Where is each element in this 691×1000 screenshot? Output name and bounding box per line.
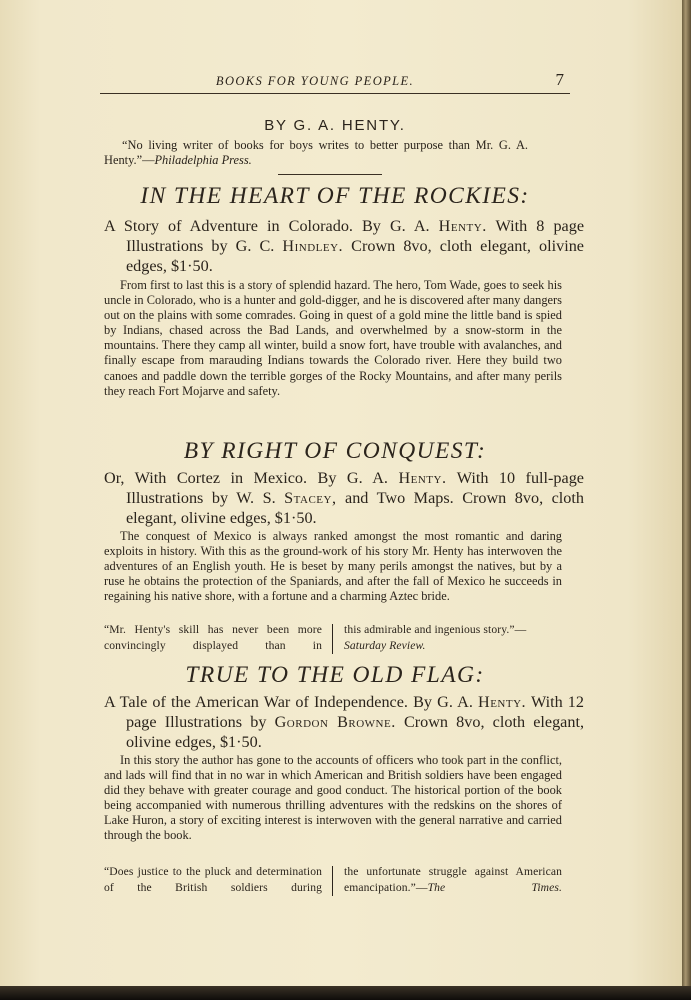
author-quote <box>104 138 528 168</box>
book-edge <box>682 0 691 1000</box>
review-divider <box>332 624 333 654</box>
book-illustrator: Gordon Browne. <box>274 713 396 731</box>
book-edge-bottom <box>0 986 691 1000</box>
book-description-rockies: From first to last this is a story of splendid hazard. The hero, Tom Wade, goes to seek his uncle in Colorado, who is a hunter and gold-digger, and he is discovered after many dangers out on the plains with some comrades. Going in quest of a gold mine the little band is spied by Indians, chased across the Bad Lands, and overwhelmed by a snow-storm in the mountains. There they camp all winter, build a snow fort, have trouble with avalanches, and finally escape from marauding Indians towards the Colorado river. Here they build two canoes and paddle down the terrible gorges of the Rocky Mountains, and after many perils they reach Fort Mojarve and safety. <box>104 278 562 398</box>
book-description-old-flag: In this story the author has gone to the accounts of officers who took part in the conflict, and lads will find that in no war in which American and British soldiers have been engaged did they behave with greater courage and good conduct. The historical portion of the book being accompanied with numerous thrilling adventures with the redskins on the shores of Lake Huron, a story of exciting interest is interwoven with the general narrative and carried through the book. <box>104 753 562 843</box>
review-left-old-flag: “Does justice to the pluck and determination of the British soldiers during <box>104 865 322 894</box>
book-subtitle-rockies: A Story of Adventure in Colorado. By G. A. Henty. With 8 page Illustrations by G. C. Hindley. Crown 8vo, cloth elegant, olivine edges, $1·50. <box>104 217 584 275</box>
book-title-old-flag: TRUE TO THE OLD FLAG: <box>185 662 485 688</box>
book-title-conquest: BY RIGHT OF CONQUEST: <box>183 438 487 464</box>
divider-rule <box>278 174 382 175</box>
book-author: Henty. <box>478 693 527 711</box>
review-right-old-flag: the unfortunate struggle against American emancipation.”—The Times. <box>344 865 562 894</box>
book-illustrator: Hindley. <box>282 237 344 255</box>
running-head-rule <box>100 93 570 94</box>
book-author: Henty. <box>398 469 447 487</box>
book-subtitle-conquest: Or, With Cortez in Mexico. By G. A. Henty. With 10 full-page Illustrations by W. S. Stacey, and Two Maps. Crown 8vo, cloth elegant, olivine edges, $1·50. <box>104 469 584 527</box>
author-quote-text: “No living writer of books for boys writes to better purpose than Mr. G. A. Henty.”— <box>104 138 528 168</box>
review-source: The Times. <box>427 881 562 894</box>
running-head-title: BOOKS FOR YOUNG PEOPLE. <box>215 74 415 88</box>
review-left-conquest: “Mr. Henty's skill has never been more convincingly displayed than in <box>104 623 322 652</box>
book-description-conquest: The conquest of Mexico is always ranked amongst the most romantic and daring exploits in history. With this as the ground-work of his story Mr. Henty has interwoven the adventures of an English youth. He is beset by many perils amongst the natives, but by a ruse he obtains the protection of the Spaniards, and after the fall of Mexico he succeeds in regaining his native shore, with a fortune and a charming Aztec bride. <box>104 529 562 604</box>
book-author: Henty. <box>438 217 487 235</box>
author-quote-source: Philadelphia Press. <box>154 153 252 168</box>
running-head <box>100 72 570 94</box>
review-right-conquest: this admirable and ingenious story.”— Saturday Review. <box>344 623 527 652</box>
review-divider <box>332 866 333 896</box>
book-title-rockies: IN THE HEART OF THE ROCKIES: <box>140 183 530 209</box>
book-subtitle-old-flag: A Tale of the American War of Independence. By G. A. Henty. With 12 page Illustrations by Gordon Browne. Crown 8vo, cloth elegant, olivine edges, $1·50. <box>104 693 585 751</box>
book-illustrator: Stacey, <box>284 489 337 507</box>
author-heading: BY G. A. HENTY. <box>264 117 406 134</box>
review-source: Saturday Review. <box>344 639 426 652</box>
page-number: 7 <box>555 70 564 89</box>
